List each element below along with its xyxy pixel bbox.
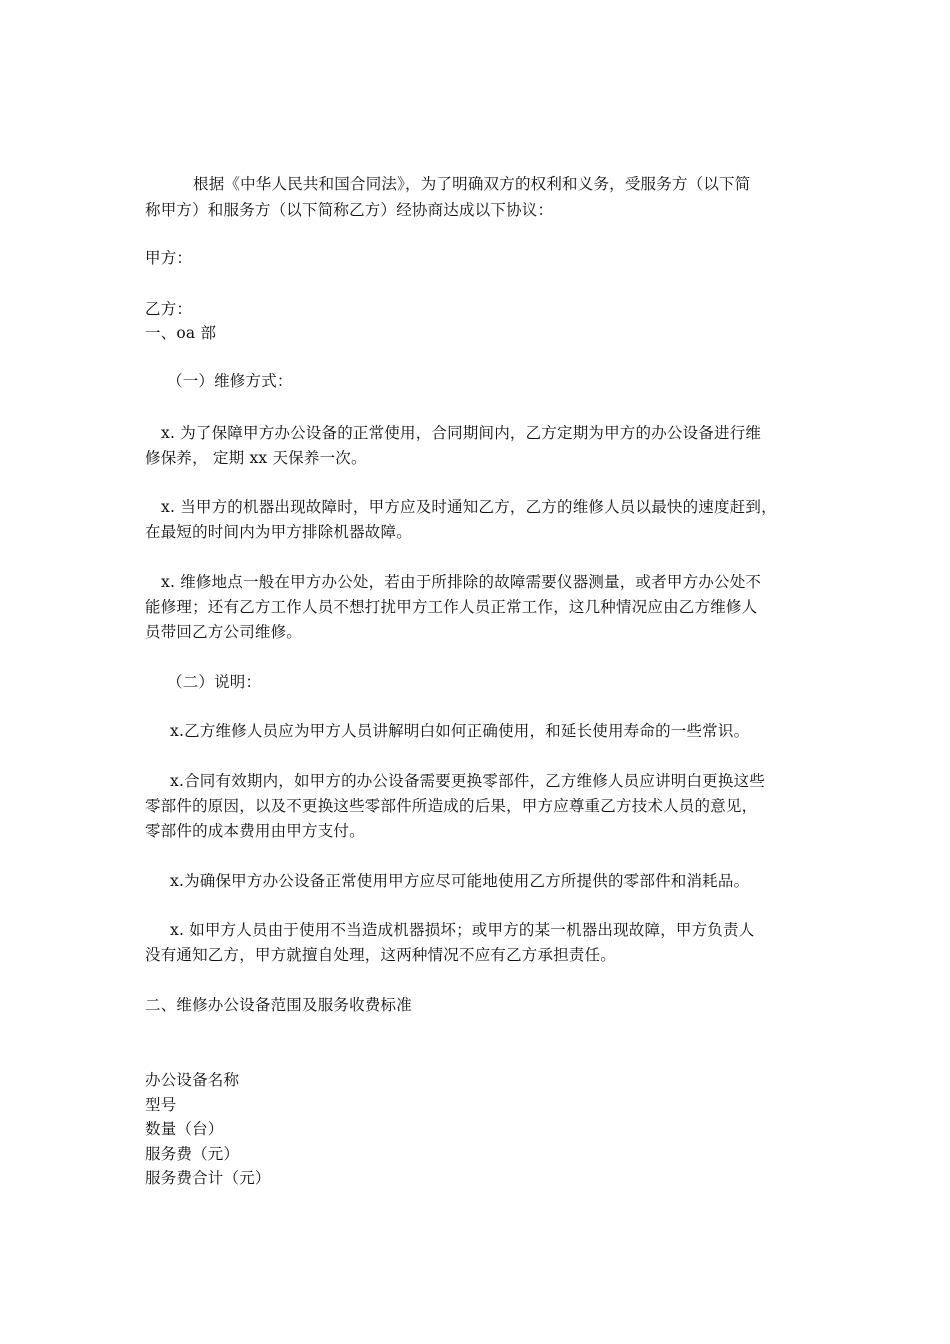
table-header-model: 型号 [145,1096,177,1114]
table-header-quantity: 数量（台） [145,1120,224,1138]
party-a-label: 甲方： [145,249,193,267]
note-item-2-line-1: x.合同有效期内，如甲方的办公设备需要更换零部件，乙方维修人员应讲明白更换这些 [170,772,765,790]
maintenance-item-1-line-2: 修保养， 定期 xx 天保养一次。 [145,449,367,467]
maintenance-item-3-line-2: 能修理；还有乙方工作人员不想打扰甲方工作人员正常工作，这几种情况应由乙方维修人 [145,598,758,616]
subsection-1-heading: （一）维修方式： [167,372,293,390]
section-2-heading: 二、维修办公设备范围及服务收费标准 [145,996,412,1014]
maintenance-item-3-line-3: 员带回乙方公司维修。 [145,623,303,641]
maintenance-item-2-line-1: x. 当甲方的机器出现故障时，甲方应及时通知乙方，乙方的维修人员以最快的速度赶到， [161,498,777,516]
note-item-4-line-1: x. 如甲方人员由于使用不当造成机器损坏；或甲方的某一机器出现故障，甲方负责人 [170,921,755,939]
maintenance-item-2-line-2: 在最短的时间内为甲方排除机器故障。 [145,523,412,541]
section-1-heading: 一、oa 部 [145,324,217,342]
intro-line-1: 根据《中华人民共和国合同法》，为了明确双方的权利和义务，受服务方（以下简 [193,175,751,193]
maintenance-item-3-line-1: x. 维修地点一般在甲方办公处，若由于所排除的故障需要仪器测量，或者甲方办公处不 [161,573,762,591]
maintenance-item-1-line-1: x. 为了保障甲方办公设备的正常使用，合同期间内，乙方定期为甲方的办公设备进行维 [161,424,762,442]
party-b-label: 乙方： [145,300,193,318]
note-item-2-line-2: 零部件的原因，以及不更换这些零部件所造成的后果，甲方应尊重乙方技术人员的意见， [145,797,758,815]
table-header-service-fee-total: 服务费合计（元） [145,1169,271,1187]
note-item-2-line-3: 零部件的成本费用由甲方支付。 [145,822,365,840]
intro-line-2: 称甲方）和服务方（以下简称乙方）经协商达成以下协议： [145,201,554,219]
table-header-equipment-name: 办公设备名称 [145,1071,240,1089]
table-header-service-fee: 服务费（元） [145,1145,240,1163]
note-item-4-line-2: 没有通知乙方，甲方就擅自处理，这两种情况不应有乙方承担责任。 [145,946,617,964]
subsection-2-heading: （二）说明： [167,673,262,691]
note-item-1-line-1: x.乙方维修人员应为甲方人员讲解明白如何正确使用，和延长使用寿命的一些常识。 [170,722,750,740]
note-item-3-line-1: x.为确保甲方办公设备正常使用甲方应尽可能地使用乙方所提供的零部件和消耗品。 [170,872,750,890]
